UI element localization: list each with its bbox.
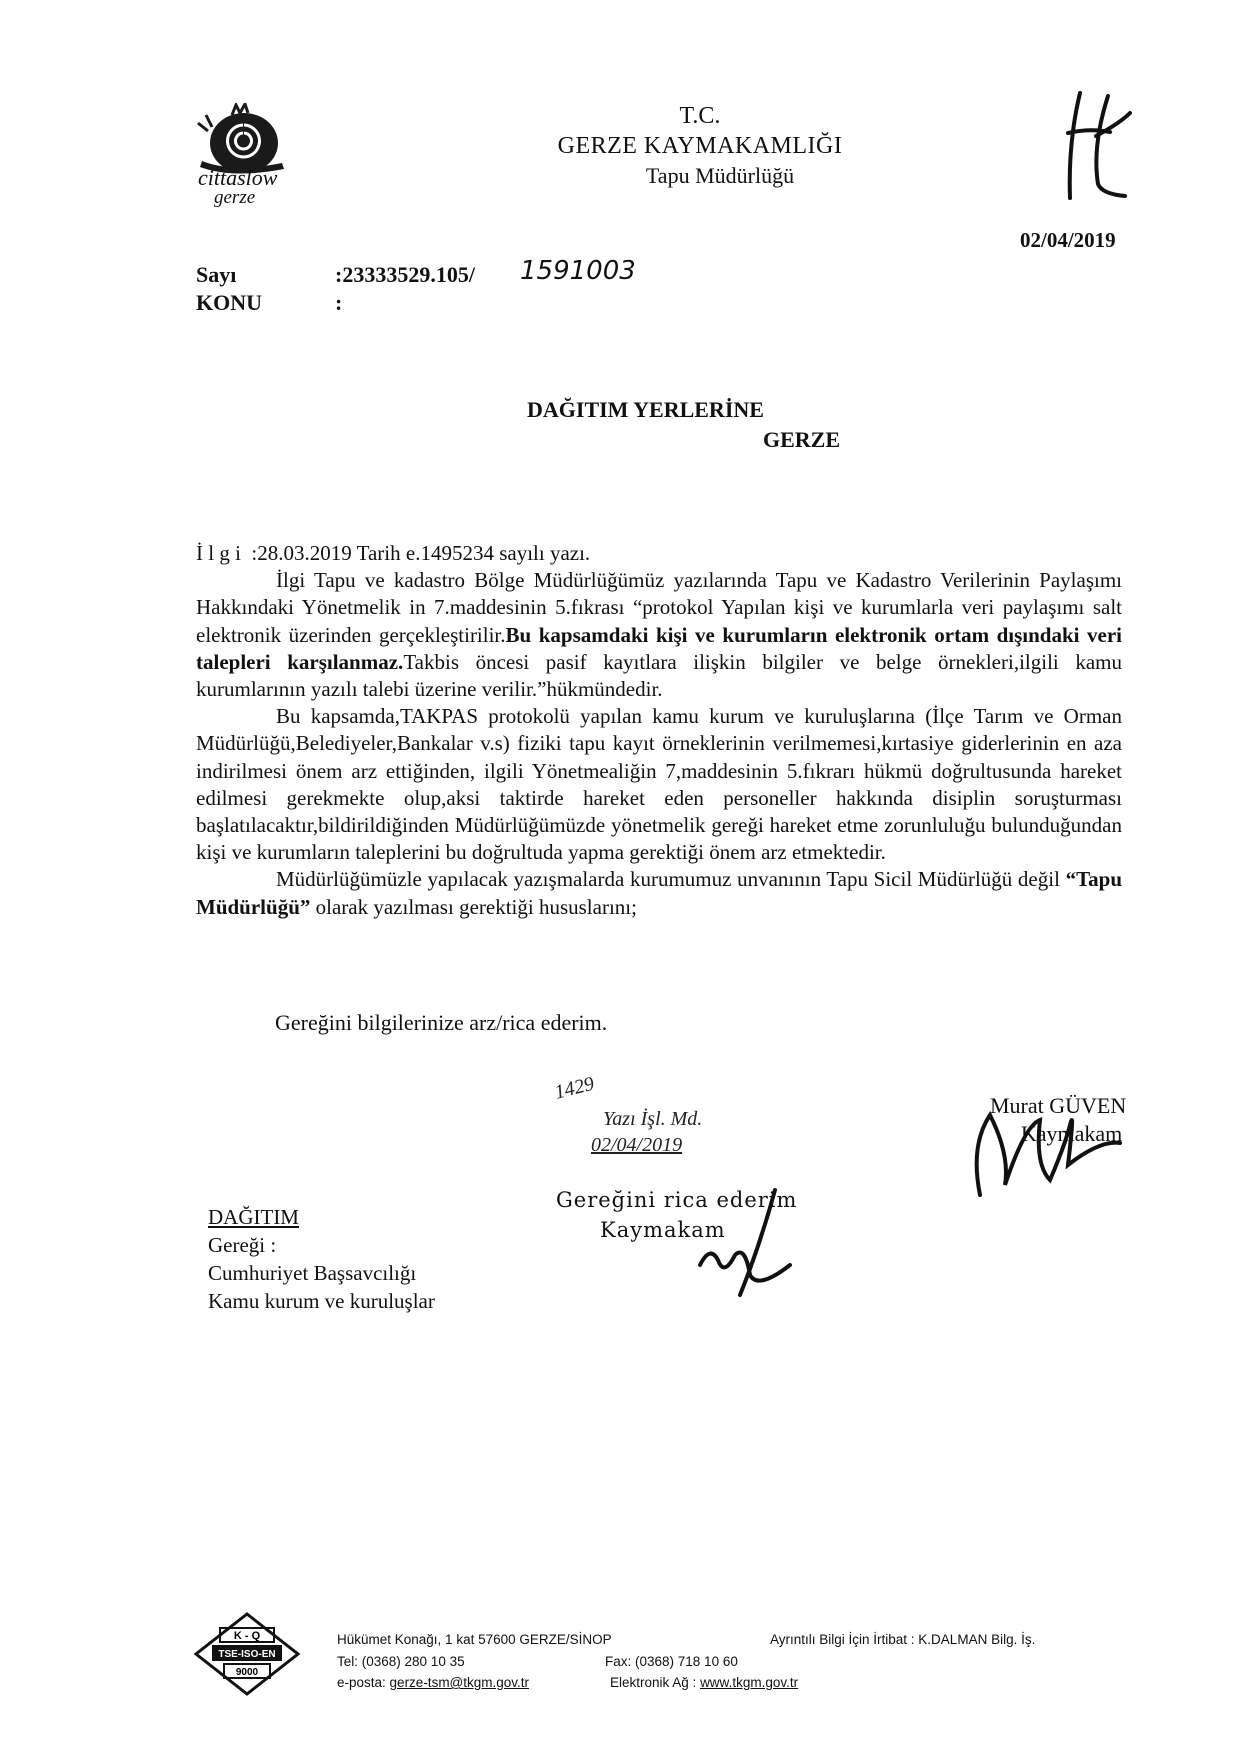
- sayi-label: Sayı: [196, 262, 237, 287]
- footer-web-label: Elektronik Ağ :: [610, 1675, 697, 1690]
- footer-email-line: [337, 1673, 529, 1693]
- paragraph-3: Müdürlüğümüzle yapılacak yazışmalarda kurumumuz unvanının Tapu Sicil Müdürlüğü değil “Tapu Müdürlüğü” olarak yazılması gerektiği hususlarını;: [196, 867, 1122, 919]
- footer-email-label: e-posta:: [337, 1675, 386, 1690]
- footer-web-link[interactable]: www.tkgm.gov.tr: [700, 1675, 799, 1690]
- routing-stamp: [552, 1072, 703, 1158]
- footer-contact-info: Ayrıntılı Bilgi İçin İrtibat : K.DALMAN Bilg. İş.: [770, 1632, 1036, 1647]
- distribution-gereği: Gereği :: [208, 1233, 277, 1257]
- letter-body: [196, 540, 1122, 921]
- paragraph-2: Bu kapsamda,TAKPAS protokolü yapılan kamu kurum ve kuruluşlarına (İlçe Tarım ve Orman Müdürlüğü,Belediyeler,Bankalar v.s) fiziki tapu kayıt örneklerinin verilmemesi,kırtasiye giderlerinin en aza indirilmesi önem arz ettiğinden, ilgili Yönetmealiğin 7,maddesinin 5.fıkrarı hükmü doğrultusunda hareket edilmesi gerekmekte olup,aksi taktirde hareket eden personeller hakkında disiplin soruşturması başlatılacaktır,bildirildiğinden Müdürlüğümüzde yönetmelik gereği hareket etme zorunluluğu bulunduğundan kişi ve kurumların taleplerini bu doğrultuda yapma gerektiği önem arz etmektedir.: [196, 704, 1122, 865]
- signatory-name: Murat GÜVEN: [990, 1093, 1127, 1118]
- closing-line: Gereğini bilgilerinize arz/rica ederim.: [275, 1010, 608, 1035]
- paragraph-3-bold: “Tapu Müdürlüğü”: [196, 867, 1122, 919]
- distribution-title: DAĞITIM: [208, 1205, 299, 1229]
- distribution-block: [208, 1203, 435, 1315]
- iso-text-1: K - Q: [233, 1630, 261, 1642]
- addressee-line2: GERZE: [763, 427, 841, 452]
- ilgi-line: [196, 540, 1122, 567]
- routing-signature: [690, 1185, 800, 1305]
- sayi-value: :23333529.105/: [335, 262, 475, 287]
- logo-text: cittaslow gerze: [198, 165, 278, 208]
- sayi-handwritten-number: 1591003: [520, 256, 636, 286]
- konu-label: KONU: [196, 290, 262, 315]
- iso-text-3: 9000: [235, 1667, 259, 1678]
- stamp-line1: Yazı İşl. Md.: [603, 1108, 703, 1130]
- footer-web-line: [610, 1673, 798, 1693]
- footer-fax: Fax: (0368) 718 10 60: [605, 1654, 738, 1669]
- stamp-line4: Kaymakam: [600, 1218, 726, 1242]
- footer-tel: Tel: (0368) 280 10 35: [337, 1654, 465, 1669]
- footer-email-link[interactable]: gerze-tsm@tkgm.gov.tr: [389, 1675, 530, 1690]
- tse-iso-certification-logo: [192, 1612, 302, 1697]
- footer-address: Hükümet Konağı, 1 kat 57600 GERZE/SİNOP: [337, 1632, 612, 1647]
- distribution-item: Kamu kurum ve kuruluşlar: [208, 1289, 435, 1313]
- ilgi-label: İ l g i: [196, 541, 241, 565]
- signatory-block: [990, 1092, 1126, 1148]
- paragraph-1-bold: Bu kapsamdaki kişi ve kurumların elektronik ortam dışındaki veri talepleri karşılanmaz.: [196, 622, 1122, 674]
- header-organization: GERZE KAYMAKAMLIĞI: [557, 133, 843, 159]
- header-unit: Tapu Müdürlüğü: [645, 163, 795, 188]
- handwritten-initials-mark: [1030, 88, 1150, 203]
- document-date: 02/04/2019: [1020, 228, 1116, 252]
- konu-value: :: [335, 290, 343, 315]
- addressee-line1: DAĞITIM YERLERİNE: [527, 397, 764, 422]
- stamp-line2: 02/04/2019: [591, 1134, 683, 1156]
- header-tc: T.C.: [679, 103, 721, 129]
- stamp-number: 1429: [552, 1072, 597, 1104]
- distribution-item: Cumhuriyet Başsavcılığı: [208, 1261, 417, 1285]
- paragraph-1: İlgi Tapu ve kadastro Bölge Müdürlüğümüz yazılarında Tapu ve Kadastro Verilerinin Paylaşımı Hakkındaki Yönetmelik in 7.maddesinin 5.fıkrası “protokol Yapılan kişi ve kurumlarla veri paylaşımı salt elektronik üzerinden gerçekleştirilir.Bu kapsamdaki kişi ve kurumların elektronik ortam dışındaki veri talepleri karşılanmaz.Takbis öncesi pasif kayıtlara ilişkin bilgiler ve belge örnekleri,ilgili kamu kurumlarının yazılı talebi üzerine verilir.”hükmündedir.: [196, 568, 1122, 702]
- iso-text-2: TSE-ISO-EN: [218, 1649, 276, 1660]
- ilgi-text: :28.03.2019 Tarih e.1495234 sayılı yazı.: [251, 541, 591, 565]
- signatory-title: Kaymakam: [1020, 1121, 1123, 1146]
- stamp-line3: Gereğini rica ederim: [556, 1188, 798, 1212]
